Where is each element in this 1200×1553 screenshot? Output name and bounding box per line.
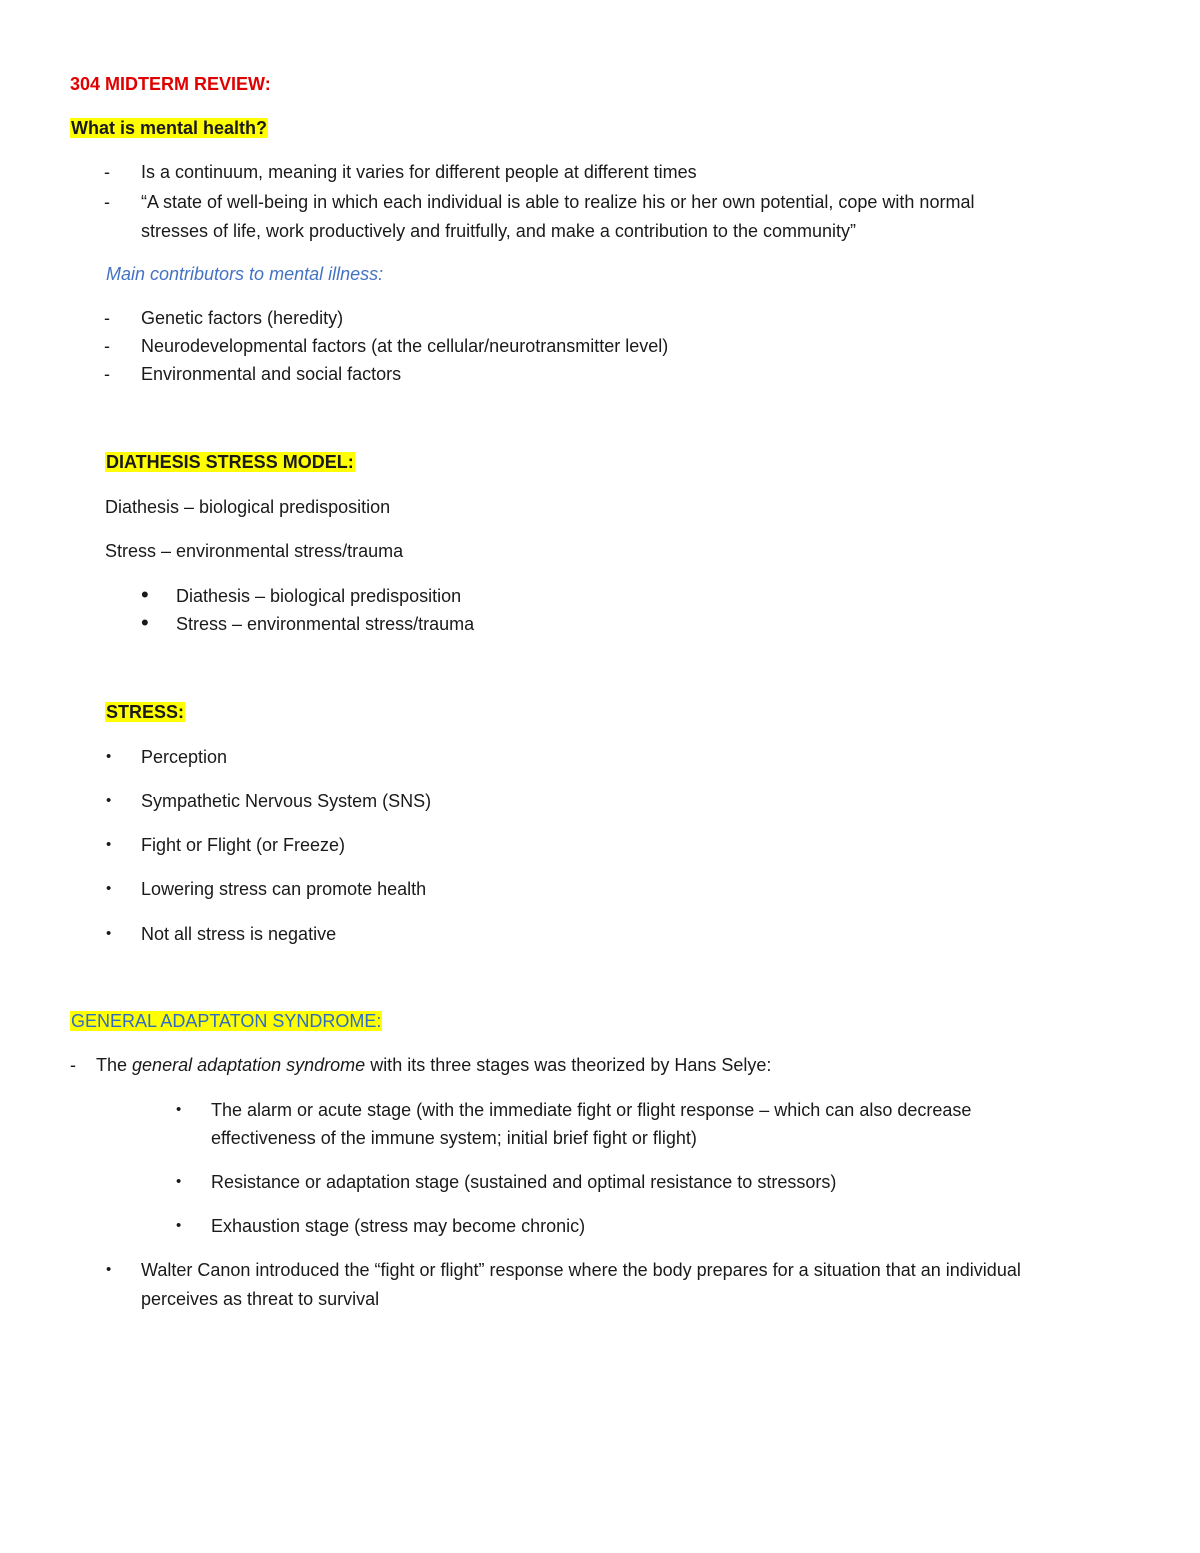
bullet-marker: • bbox=[106, 836, 112, 853]
list-item-continuation: effectiveness of the immune system; initial brief fight or flight) bbox=[211, 1128, 697, 1148]
intro-italic: general adaptation syndrome bbox=[132, 1055, 366, 1075]
list-item: The alarm or acute stage (with the immediate fight or flight response – which can also decrease bbox=[211, 1100, 972, 1120]
heading-text: What is mental health? bbox=[71, 118, 268, 138]
gas-intro bbox=[96, 1053, 771, 1077]
list-item: Not all stress is negative bbox=[141, 924, 337, 944]
bullet-marker: • bbox=[176, 1101, 182, 1118]
dash-marker: - bbox=[104, 162, 110, 182]
list-item: Environmental and social factors bbox=[141, 364, 402, 384]
list-item-continuation: stresses of life, work productively and fruitfully, and make a contribution to the community” bbox=[141, 221, 856, 241]
body-line: Stress – environmental stress/trauma bbox=[105, 541, 404, 561]
list-item: Genetic factors (heredity) bbox=[141, 308, 344, 328]
title-text: 304 MIDTERM REVIEW: bbox=[70, 74, 271, 94]
heading-text: GENERAL ADAPTATON SYNDROME: bbox=[71, 1011, 382, 1031]
list-item: Stress – environmental stress/trauma bbox=[176, 614, 475, 634]
bullet-marker: • bbox=[106, 880, 112, 897]
dash-marker: - bbox=[104, 308, 110, 328]
bullet-marker: • bbox=[141, 610, 149, 635]
bullet-marker: • bbox=[176, 1217, 182, 1234]
list-item: Walter Canon introduced the “fight or flight” response where the body prepares for a situation that an individual bbox=[141, 1260, 1021, 1280]
intro-pre: The bbox=[96, 1055, 133, 1075]
bullet-marker: • bbox=[141, 582, 149, 607]
list-item: Resistance or adaptation stage (sustained and optimal resistance to stressors) bbox=[211, 1172, 837, 1192]
list-item: Fight or Flight (or Freeze) bbox=[141, 835, 346, 855]
dash-marker: - bbox=[104, 364, 110, 384]
bullet-marker: • bbox=[106, 925, 112, 942]
body-line: Diathesis – biological predisposition bbox=[105, 497, 391, 517]
bullet-marker: • bbox=[106, 1261, 112, 1278]
list-item: Exhaustion stage (stress may become chronic) bbox=[211, 1216, 586, 1236]
bullet-marker: • bbox=[106, 748, 112, 765]
section-heading-stress bbox=[105, 700, 185, 724]
document-title bbox=[70, 72, 271, 96]
list-item-continuation: perceives as threat to survival bbox=[141, 1289, 380, 1309]
bullet-marker: • bbox=[106, 792, 112, 809]
list-item: Lowering stress can promote health bbox=[141, 879, 427, 899]
list-item: Sympathetic Nervous System (SNS) bbox=[141, 791, 432, 811]
section-heading-diathesis bbox=[105, 450, 355, 474]
list-item: Diathesis – biological predisposition bbox=[176, 586, 462, 606]
intro-post: with its three stages was theorized by Hans Selye: bbox=[365, 1055, 772, 1075]
list-item: Neurodevelopmental factors (at the cellular/neurotransmitter level) bbox=[141, 336, 669, 356]
list-item: “A state of well-being in which each individual is able to realize his or her own potential, cope with normal bbox=[141, 192, 975, 212]
bullet-marker: • bbox=[176, 1173, 182, 1190]
list-item: Is a continuum, meaning it varies for different people at different times bbox=[141, 162, 697, 182]
subheading-contributors: Main contributors to mental illness: bbox=[106, 264, 384, 284]
section-heading-mental-health bbox=[70, 116, 268, 140]
heading-text: STRESS: bbox=[106, 702, 185, 722]
section-heading-gas bbox=[70, 1009, 382, 1033]
dash-marker: - bbox=[70, 1055, 76, 1075]
list-item: Perception bbox=[141, 747, 228, 767]
heading-text: DIATHESIS STRESS MODEL: bbox=[106, 452, 354, 472]
dash-marker: - bbox=[104, 192, 110, 212]
dash-marker: - bbox=[104, 336, 110, 356]
